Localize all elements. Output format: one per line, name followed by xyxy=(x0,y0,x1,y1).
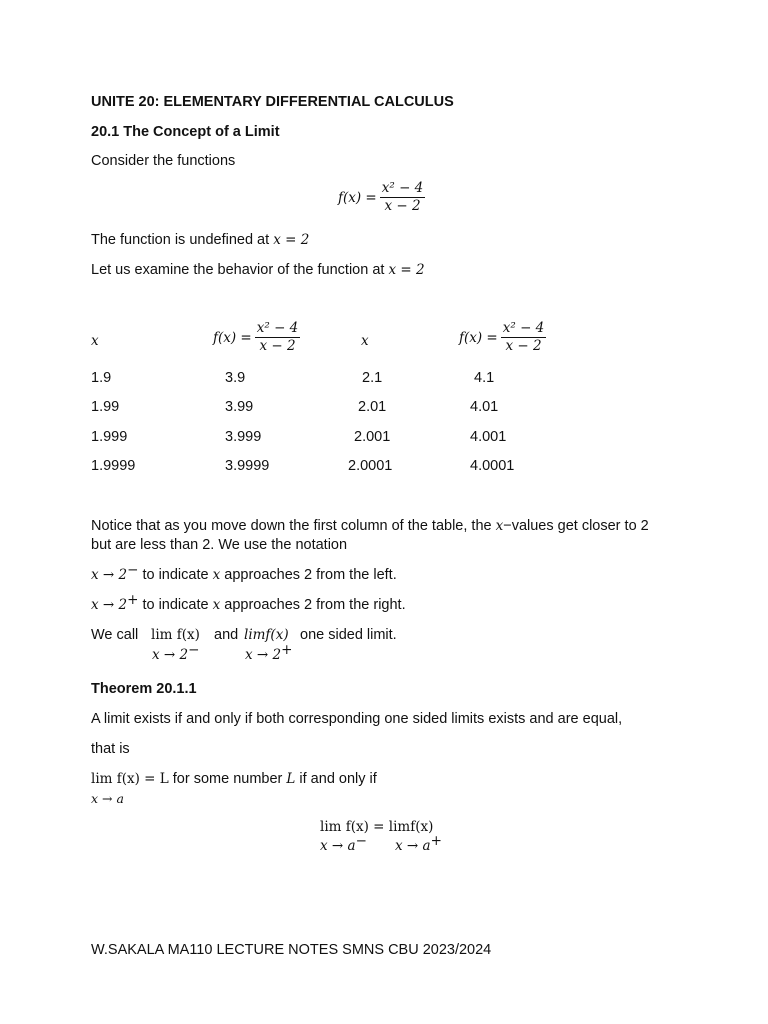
undefined-text: The function is undefined at xyxy=(91,232,270,248)
notice-math: x xyxy=(495,518,504,534)
header-fx1-fraction xyxy=(255,321,301,354)
table-cell: 1.9 xyxy=(91,370,112,386)
table-cell: 4.0001 xyxy=(470,458,515,474)
we-call-lim1 xyxy=(151,627,200,643)
page-footer: W.SAKALA MA110 LECTURE NOTES SMNS CBU 2023/2024 xyxy=(91,942,492,958)
theorem-title: Theorem 20.1.1 xyxy=(91,681,197,697)
we-call-sub1 xyxy=(152,642,200,663)
table-cell: 3.999 xyxy=(225,429,262,445)
header-fx1-lhs: f(x) = xyxy=(213,329,252,346)
header-fx2-lhs: f(x) = xyxy=(459,329,498,346)
right-notation-x: x xyxy=(212,597,221,613)
undefined-line xyxy=(91,232,309,248)
header-fx2-den: x − 2 xyxy=(505,338,542,354)
lim-def-L: L xyxy=(286,771,296,787)
intro-text: Consider the functions xyxy=(91,153,236,169)
lim-eq-sub2-sup: + xyxy=(430,833,442,849)
table-header-x1: x xyxy=(91,333,99,349)
table-cell: 1.999 xyxy=(91,429,128,445)
sub1-math: x → 2 xyxy=(152,647,189,663)
unit-title: UNITE 20: ELEMENTARY DIFFERENTIAL CALCULUS xyxy=(91,94,454,110)
table-cell: 1.99 xyxy=(91,399,120,415)
lim-def-text-b: if and only if xyxy=(299,771,377,787)
table-cell: 2.001 xyxy=(354,429,391,445)
table-cell: 3.9999 xyxy=(225,458,270,474)
lim-eq-sub1-sup: − xyxy=(355,833,367,849)
we-call-suffix: one sided limit. xyxy=(300,627,397,643)
that-is-text: that is xyxy=(91,741,130,757)
table-cell: 1.9999 xyxy=(91,458,136,474)
function-fraction xyxy=(380,181,426,214)
notice-text-b: −values get closer to 2 xyxy=(503,518,649,534)
theorem-text: A limit exists if and only if both corresponding one sided limits exists and are equal, xyxy=(91,711,623,727)
lim-eq-sub1 xyxy=(320,833,367,854)
right-notation-math: x → 2 xyxy=(91,597,128,613)
examine-math: x = 2 xyxy=(388,262,425,278)
table-cell: 4.1 xyxy=(474,370,495,386)
left-notation-x: x xyxy=(212,567,221,583)
section-title: 20.1 The Concept of a Limit xyxy=(91,124,280,140)
lim-def-text-a: for some number xyxy=(172,771,283,787)
lim-def-line xyxy=(91,771,377,787)
lim-eq-sub1-math: x → a xyxy=(320,838,356,854)
sub1-sup: − xyxy=(188,642,200,658)
fraction-denominator: x − 2 xyxy=(384,198,421,214)
we-call-prefix: We call xyxy=(91,627,139,643)
right-notation-text-b: approaches 2 from the right. xyxy=(224,597,406,613)
lim-eq-sub2 xyxy=(395,833,442,854)
sub2-sup: + xyxy=(281,642,293,658)
examine-line xyxy=(91,262,425,278)
table-header-x2: x xyxy=(361,333,369,349)
left-notation-text-a: to indicate xyxy=(142,567,209,583)
table-header-fx1 xyxy=(213,321,300,354)
right-notation-line xyxy=(91,592,406,613)
fraction-numerator: x² − 4 xyxy=(381,180,424,196)
header-fx1-den: x − 2 xyxy=(259,338,296,354)
we-call-lim2: limf(x) xyxy=(244,627,289,643)
header-fx1-num: x² − 4 xyxy=(256,320,299,336)
left-notation-sup: − xyxy=(127,562,139,578)
table-cell: 3.99 xyxy=(225,399,254,415)
header-fx2-num: x² − 4 xyxy=(502,320,545,336)
header-fx2-fraction xyxy=(501,321,547,354)
lim-def-expr: lim f(x) = L xyxy=(91,771,169,787)
notice-line2: but are less than 2. We use the notation xyxy=(91,537,348,553)
right-notation-text-a: to indicate xyxy=(142,597,209,613)
left-notation-line xyxy=(91,562,397,583)
lim-eq-sub2-math: x → a xyxy=(395,838,431,854)
lim-def-sub: x → a xyxy=(91,791,124,806)
table-cell: 2.1 xyxy=(362,370,383,386)
table-header-fx2 xyxy=(459,321,546,354)
left-notation-math: x → 2 xyxy=(91,567,128,583)
we-call-sub2 xyxy=(245,642,293,663)
function-equation xyxy=(338,181,425,214)
table-cell: 4.01 xyxy=(470,399,499,415)
table-cell: 2.01 xyxy=(358,399,387,415)
notice-text-a: Notice that as you move down the first column of the table, the xyxy=(91,518,492,534)
lim-eq-expr: lim f(x) = limf(x) xyxy=(320,819,434,835)
right-notation-sup: + xyxy=(127,592,139,608)
sub2-math: x → 2 xyxy=(245,647,282,663)
table-cell: 2.0001 xyxy=(348,458,393,474)
notice-line1 xyxy=(91,518,649,534)
undefined-math: x = 2 xyxy=(273,232,310,248)
table-cell: 3.9 xyxy=(225,370,246,386)
we-call-and: and xyxy=(214,627,239,643)
function-lhs: f(x) = xyxy=(338,189,377,206)
examine-text: Let us examine the behavior of the function at xyxy=(91,262,385,278)
lim1-text: lim f(x) xyxy=(151,627,200,643)
left-notation-text-b: approaches 2 from the left. xyxy=(224,567,397,583)
table-cell: 4.001 xyxy=(470,429,507,445)
